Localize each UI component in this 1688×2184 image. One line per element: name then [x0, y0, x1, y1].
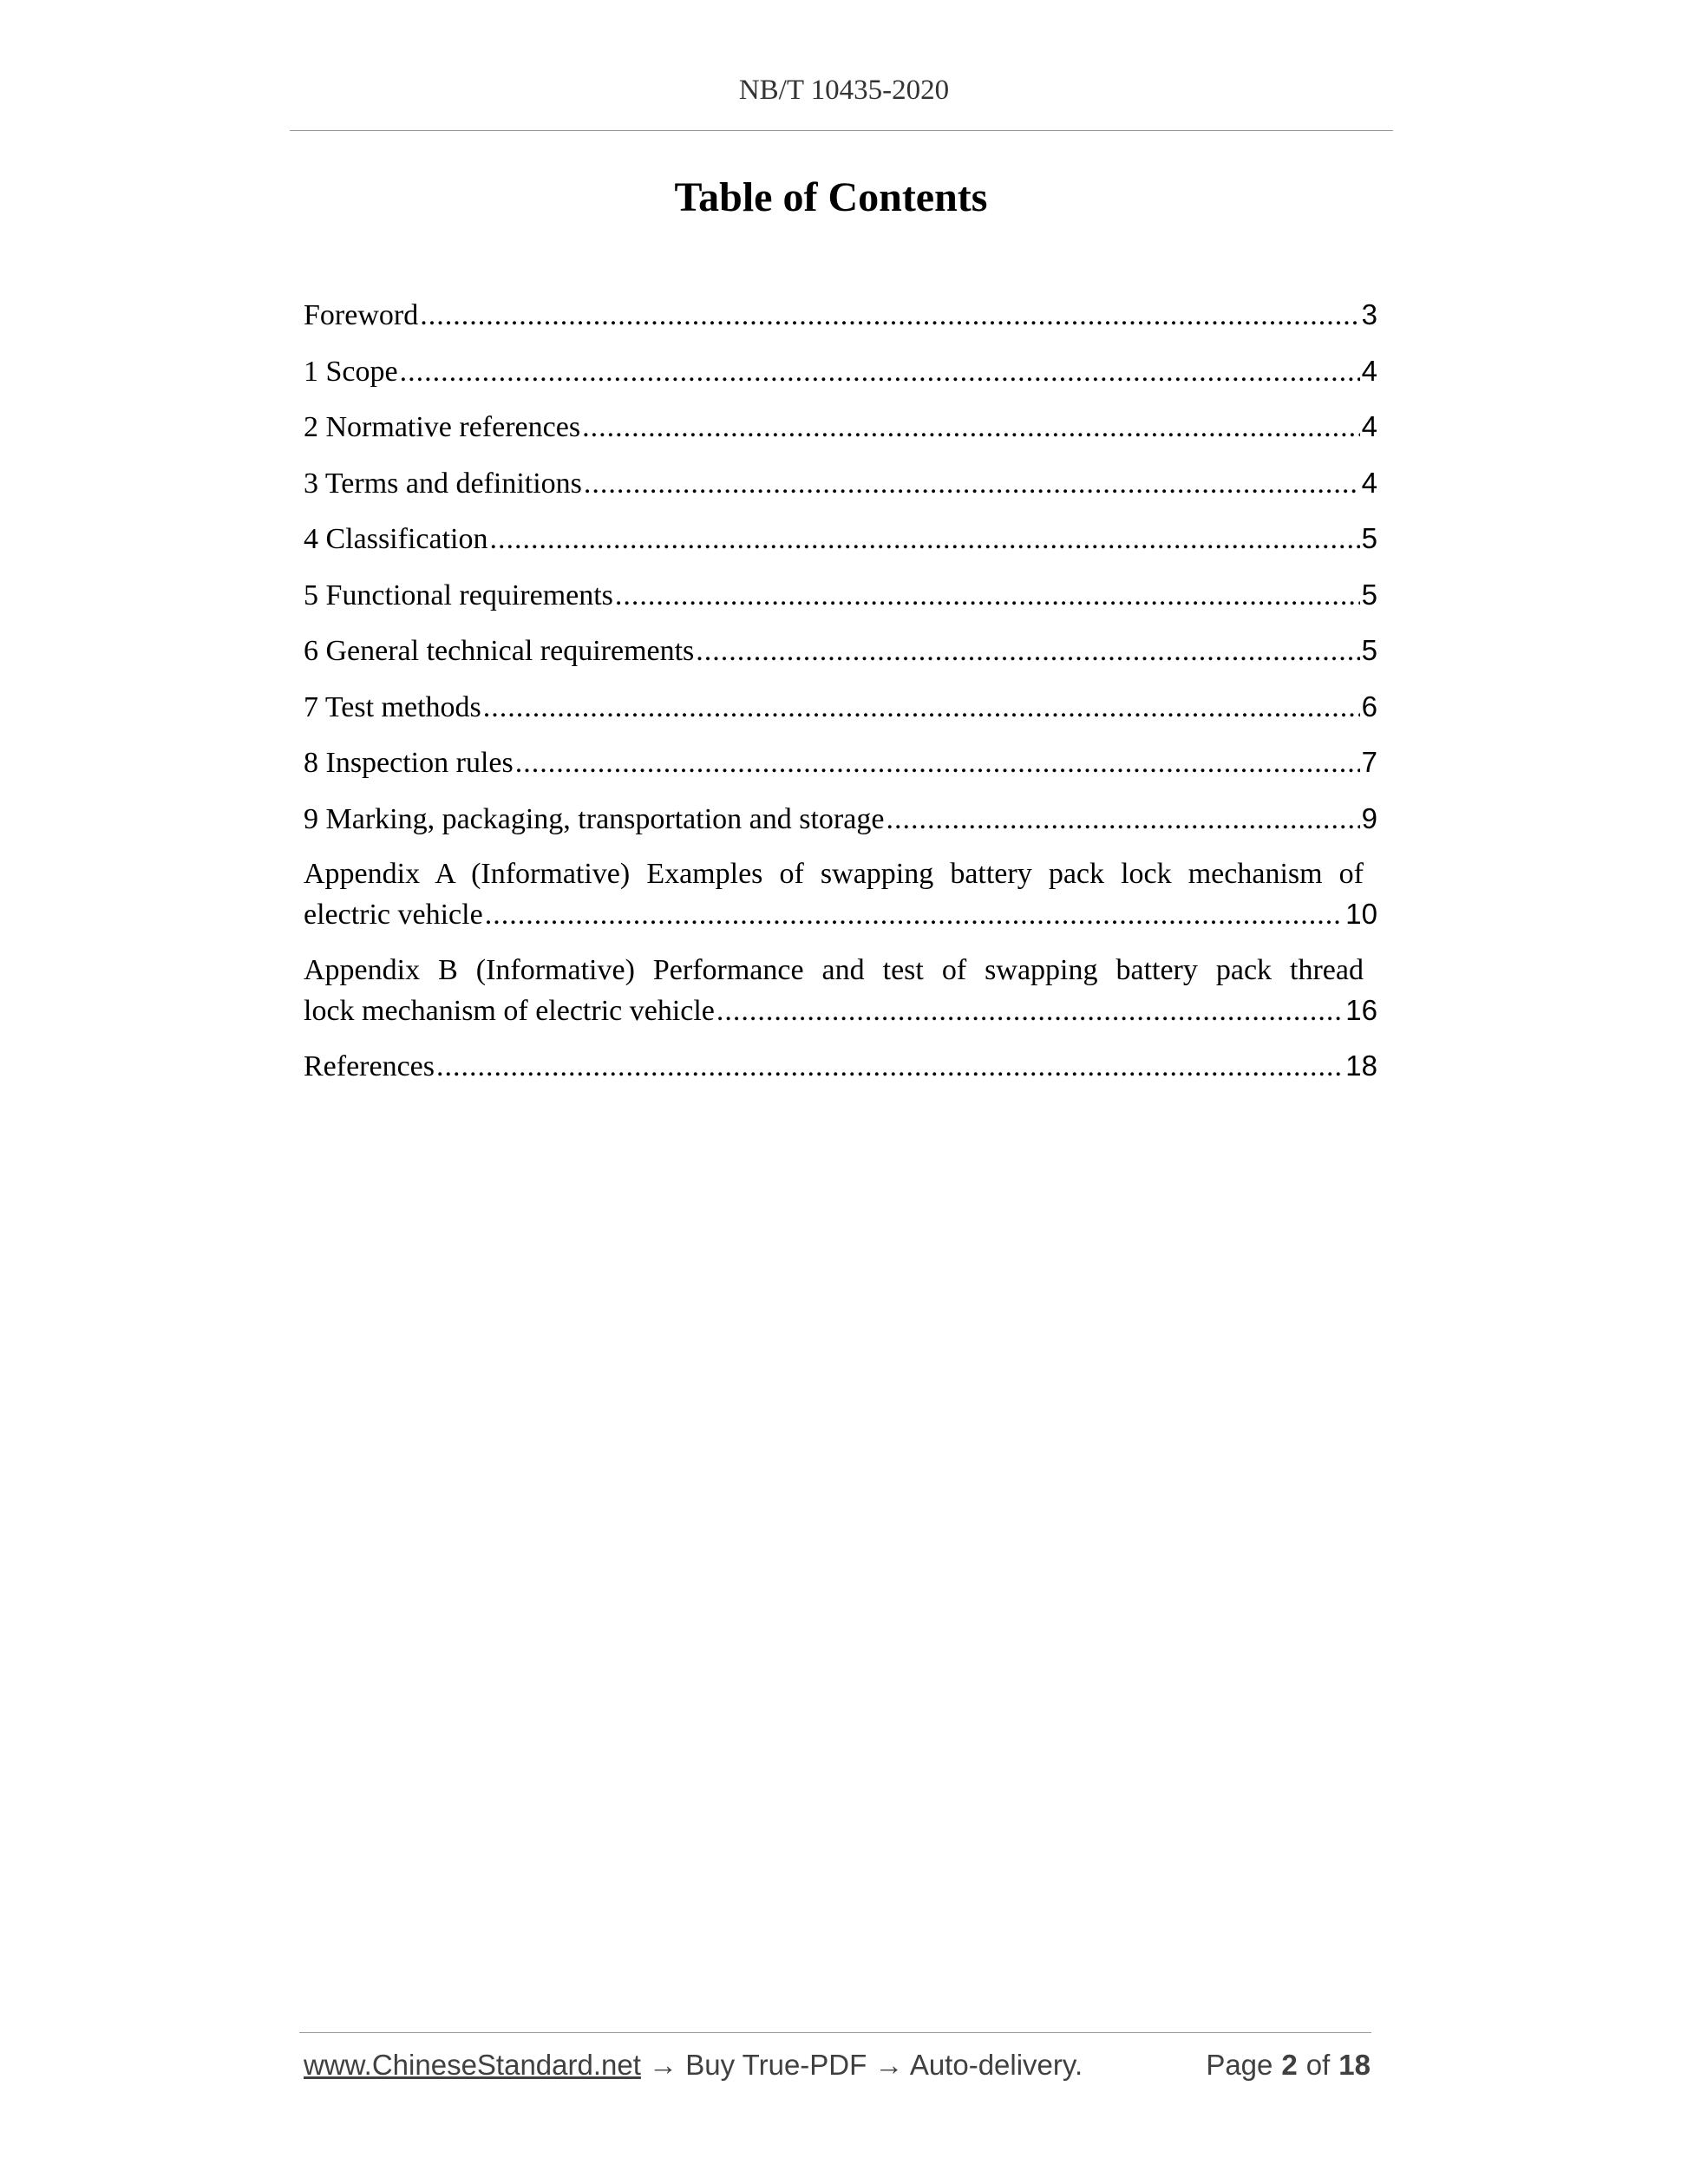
toc-entry-page: 5: [1361, 522, 1377, 554]
toc-entry-inspection-rules[interactable]: [304, 742, 1377, 782]
toc-entry-label-line1: Appendix A (Informative) Examples of swapping battery pack lock mechanism of: [304, 858, 1364, 890]
toc-entry-page: 16: [1345, 993, 1377, 1026]
toc-leader-dots: [615, 576, 1360, 615]
toc-entry-page: 5: [1361, 634, 1377, 666]
toc-entry-label-line2: electric vehicle: [304, 899, 483, 931]
toc-entry-page: 18: [1345, 1049, 1377, 1082]
toc-entry-page: 9: [1361, 801, 1377, 834]
toc-entry-label-line2: lock mechanism of electric vehicle: [304, 994, 715, 1027]
toc-leader-dots: [886, 800, 1359, 839]
toc-entry-page: 4: [1361, 466, 1377, 499]
toc-entry-page: 4: [1361, 410, 1377, 442]
footer-promo-text: → Buy True-PDF → Auto-delivery.: [640, 2049, 1083, 2081]
toc-entry-page: 10: [1345, 898, 1377, 930]
toc-leader-dots: [400, 352, 1360, 391]
toc-leader-dots: [696, 631, 1359, 670]
toc-leader-dots: [584, 464, 1360, 503]
current-page-number: 2: [1281, 2049, 1298, 2081]
toc-entry-label: 1 Scope: [304, 355, 398, 388]
toc-entry-label: References: [304, 1050, 435, 1082]
toc-entry-label: 7 Test methods: [304, 690, 481, 723]
toc-entry-foreword[interactable]: [304, 295, 1377, 335]
toc-entry-scope[interactable]: [304, 351, 1377, 391]
toc-leader-dots: [420, 296, 1359, 335]
page-title: Table of Contents: [674, 174, 988, 220]
footer-divider: [299, 2032, 1371, 2033]
toc-leader-dots: [483, 688, 1360, 727]
header-divider: [290, 130, 1393, 131]
page-footer: [304, 2049, 1371, 2082]
toc-entry-label: 4 Classification: [304, 523, 488, 555]
toc-entry-appendix-a[interactable]: [304, 854, 1377, 934]
page-word: Page: [1206, 2049, 1273, 2081]
toc-entry-label: 3 Terms and definitions: [304, 467, 582, 500]
toc-entry-functional-requirements[interactable]: [304, 575, 1377, 615]
toc-entry-page: 6: [1361, 690, 1377, 723]
running-header: NB/T 10435-2020: [738, 75, 950, 106]
toc-entry-label: 6 General technical requirements: [304, 635, 695, 667]
toc-entry-general-technical-requirements[interactable]: [304, 631, 1377, 670]
website-link[interactable]: www.ChineseStandard.net: [304, 2049, 641, 2081]
toc-leader-dots: [436, 1047, 1344, 1086]
toc-entry-label: 2 Normative references: [304, 411, 581, 443]
toc-leader-dots: [489, 520, 1359, 559]
total-pages-number: 18: [1338, 2049, 1371, 2081]
toc-entry-label: 5 Functional requirements: [304, 579, 613, 611]
toc-leader-dots: [515, 743, 1360, 782]
toc-leader-dots: [485, 895, 1345, 934]
toc-entry-page: 3: [1361, 298, 1377, 330]
toc-entry-test-methods[interactable]: [304, 687, 1377, 727]
toc-entry-appendix-b[interactable]: [304, 951, 1377, 1030]
toc-entry-terms-and-definitions[interactable]: [304, 463, 1377, 503]
toc-entry-label: 9 Marking, packaging, transportation and storage: [304, 802, 885, 835]
toc-leader-dots: [582, 408, 1360, 447]
toc-entry-label: 8 Inspection rules: [304, 747, 514, 779]
toc-entry-label: Foreword: [304, 299, 419, 331]
toc-leader-dots: [716, 991, 1344, 1030]
toc-entry-normative-references[interactable]: [304, 407, 1377, 447]
toc-entry-page: 4: [1361, 354, 1377, 387]
toc-entry-page: 5: [1361, 578, 1377, 611]
toc-entry-references[interactable]: [304, 1046, 1377, 1086]
toc-entry-marking-packaging[interactable]: [304, 799, 1377, 839]
table-of-contents: [304, 295, 1377, 1102]
footer-promo: [304, 2049, 1083, 2082]
page-counter: [1206, 2049, 1371, 2082]
toc-entry-page: 7: [1361, 746, 1377, 778]
toc-entry-classification[interactable]: [304, 519, 1377, 559]
of-word: of: [1305, 2049, 1331, 2081]
toc-entry-label-line1: Appendix B (Informative) Performance and test of swapping battery pack thread: [304, 953, 1364, 986]
